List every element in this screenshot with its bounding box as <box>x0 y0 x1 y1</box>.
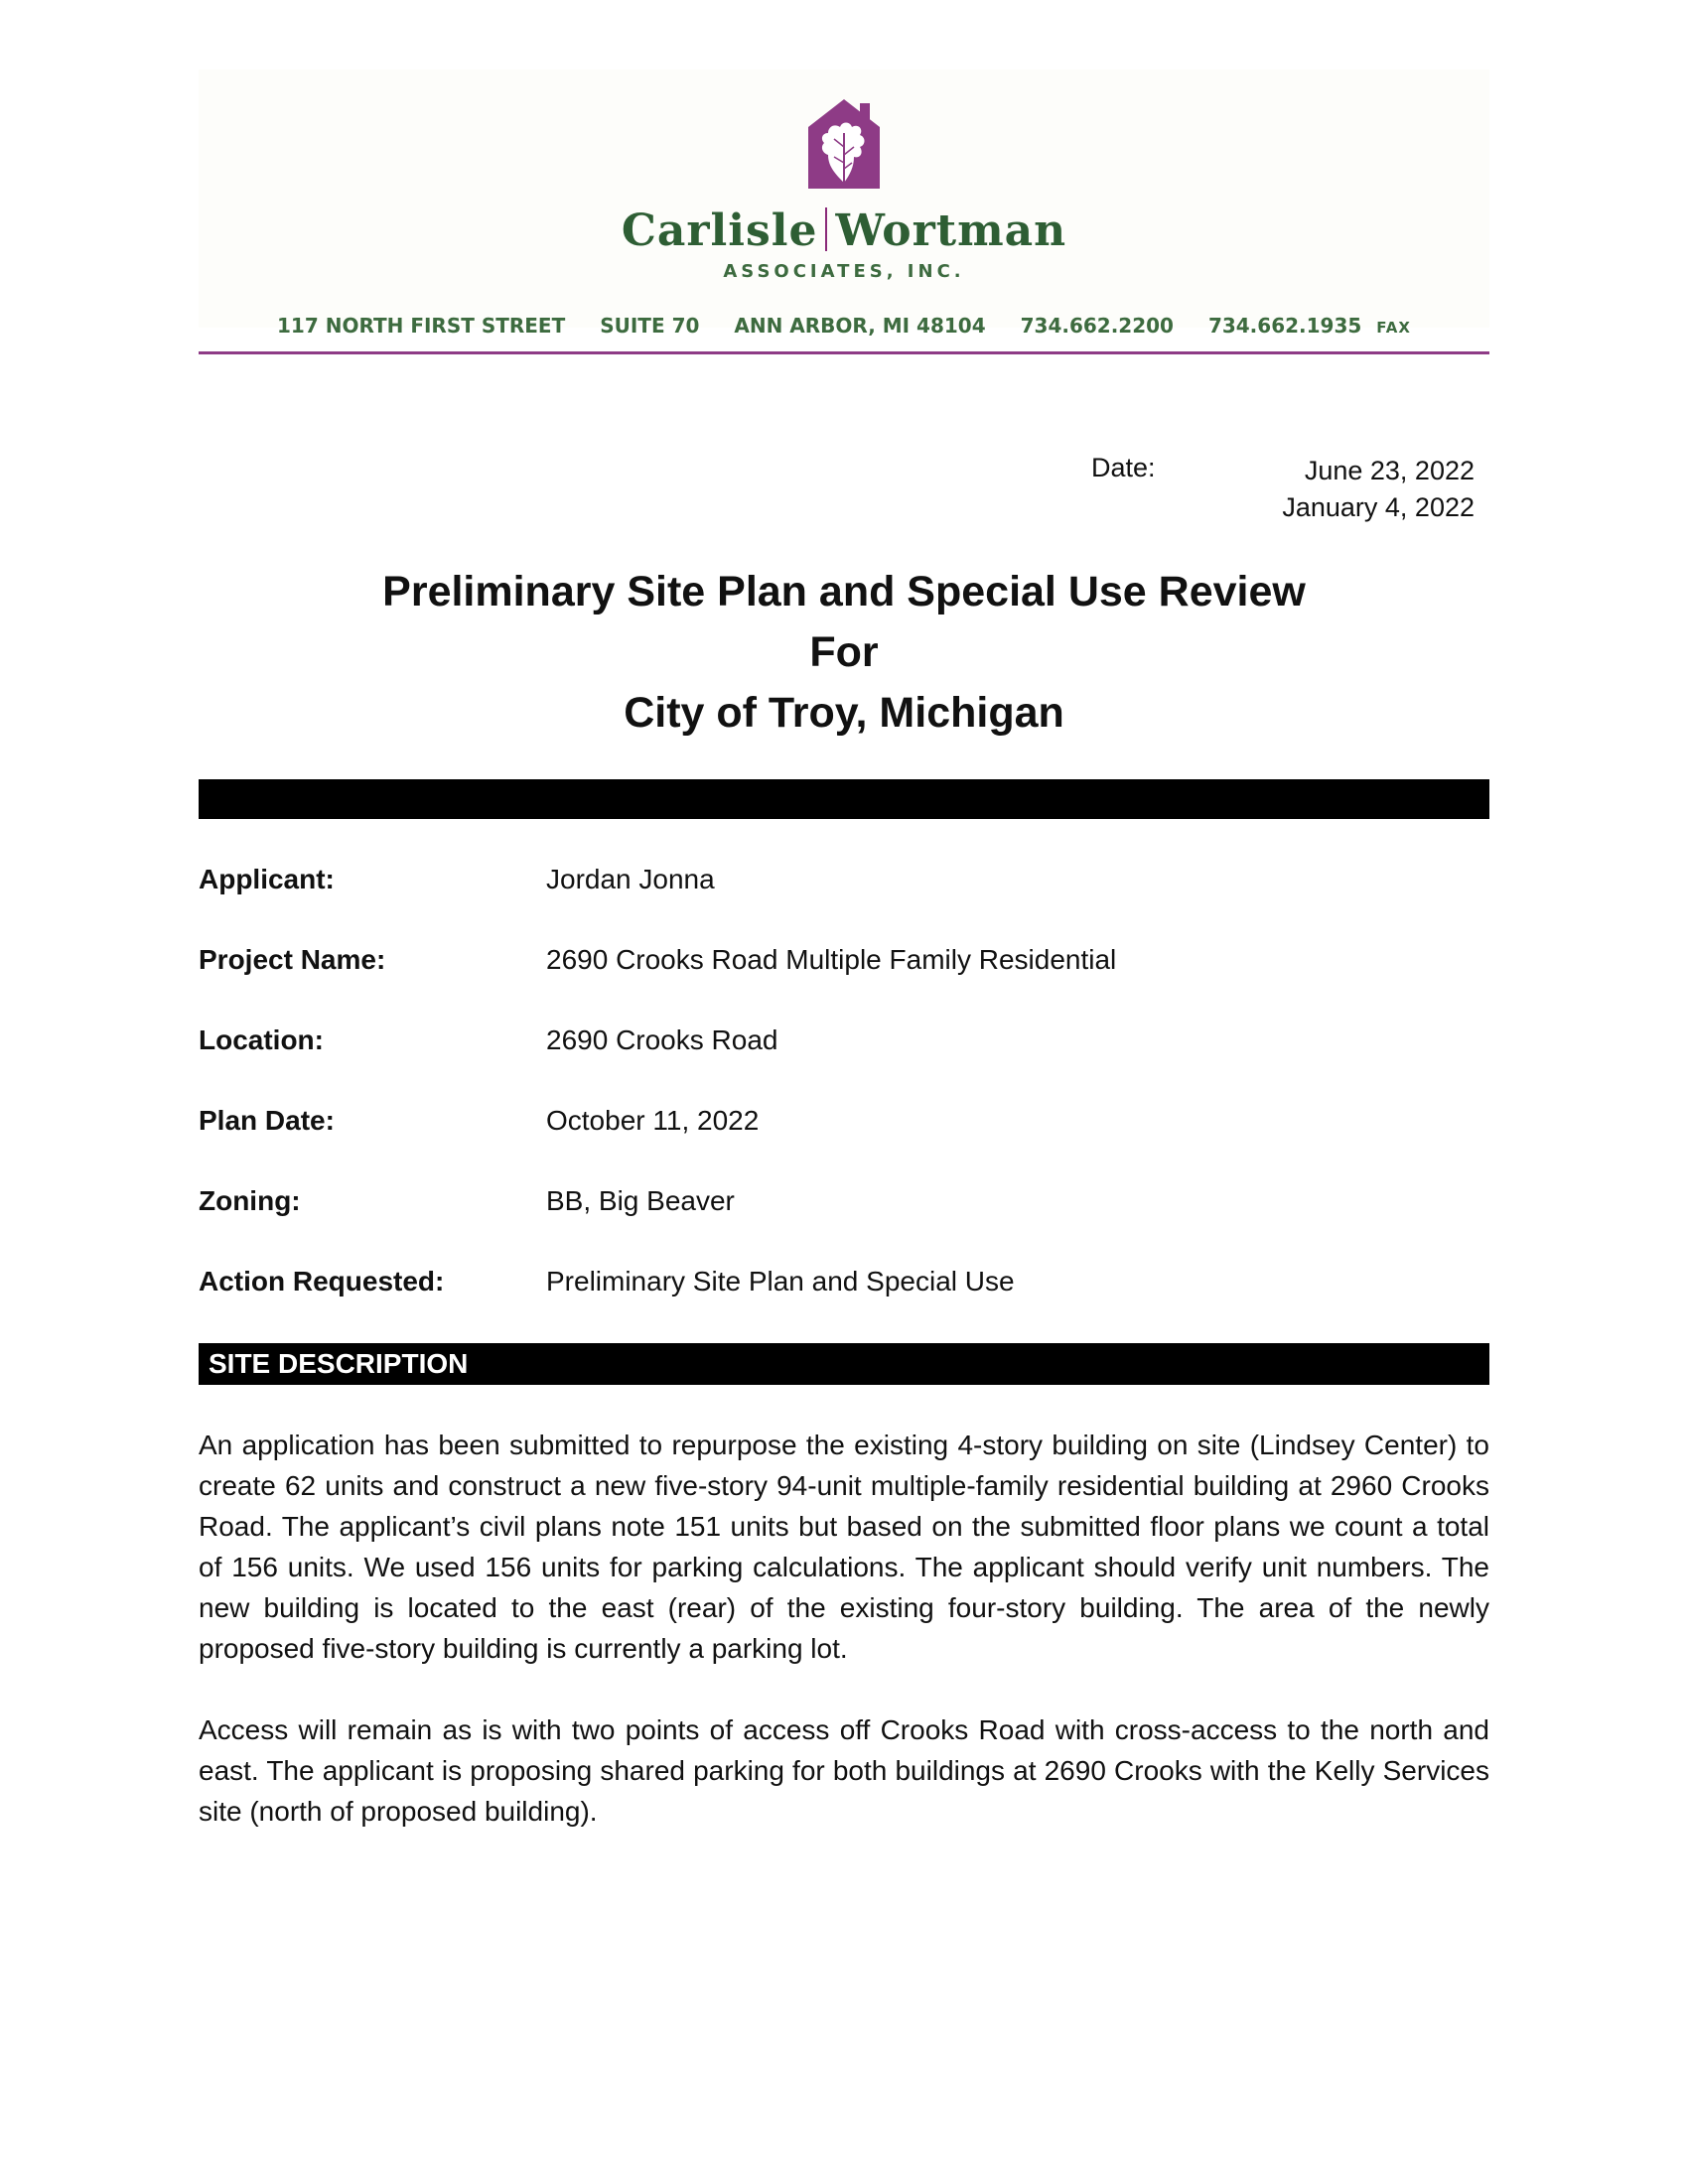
address-suite: SUITE 70 <box>600 314 700 338</box>
info-row-project-name <box>199 944 1489 1024</box>
info-label: Project Name: <box>199 944 386 975</box>
letterhead-divider <box>199 351 1489 354</box>
date-value-2: January 4, 2022 <box>1282 492 1475 522</box>
info-value: Preliminary Site Plan and Special Use <box>546 1266 1015 1297</box>
document-title <box>199 562 1489 744</box>
info-row-zoning <box>199 1185 1489 1266</box>
company-name-divider <box>825 207 827 251</box>
info-row-applicant <box>199 864 1489 944</box>
site-description-body <box>199 1425 1489 1872</box>
info-value: BB, Big Beaver <box>546 1185 735 1216</box>
fax-label: FAX <box>1376 319 1411 337</box>
contact-line <box>199 314 1489 338</box>
section-heading-site-description: SITE DESCRIPTION <box>199 1343 1489 1385</box>
house-leaf-logo-icon <box>806 97 882 189</box>
company-name-right: Wortman <box>835 205 1067 256</box>
title-line-1: Preliminary Site Plan and Special Use Review <box>382 568 1306 615</box>
info-value: 2690 Crooks Road <box>546 1024 778 1055</box>
info-row-plan-date <box>199 1105 1489 1185</box>
date-value-1: June 23, 2022 <box>1304 456 1475 485</box>
address-street: 117 NORTH FIRST STREET <box>277 314 566 338</box>
company-name-left: Carlisle <box>621 205 818 256</box>
project-info <box>199 864 1489 1346</box>
phone-number: 734.662.2200 <box>1020 314 1174 338</box>
info-row-location <box>199 1024 1489 1105</box>
letterhead <box>199 69 1489 338</box>
company-name <box>199 204 1489 259</box>
fax-number: 734.662.1935 <box>1207 314 1362 338</box>
title-line-2: For <box>809 628 879 676</box>
info-value: 2690 Crooks Road Multiple Family Residential <box>546 944 1117 975</box>
date-values <box>1282 453 1475 526</box>
date-label: Date: <box>1091 453 1156 482</box>
address-city: ANN ARBOR, MI 48104 <box>734 314 986 338</box>
info-value: October 11, 2022 <box>546 1105 760 1136</box>
paragraph: An application has been submitted to repurpose the existing 4-story building on site (Lindsey Center) to create 62 units and construct a new five-story 94-unit multiple-family residential building at 2960 Crooks Road. The applicant’s civil plans note 151 units but based on the submitted floor plans we count a total of 156 units. We used 156 units for parking calculations. The applicant should verify unit numbers. The new building is located to the east (rear) of the existing four-story building. The area of the newly proposed five-story building is currently a parking lot. <box>199 1430 1489 1664</box>
info-label: Action Requested: <box>199 1266 445 1297</box>
info-row-action-requested <box>199 1266 1489 1346</box>
info-value: Jordan Jonna <box>546 864 715 894</box>
company-subtitle: ASSOCIATES, INC. <box>723 261 965 282</box>
info-label: Zoning: <box>199 1185 301 1216</box>
title-divider-bar <box>199 779 1489 819</box>
title-line-3: City of Troy, Michigan <box>624 689 1064 737</box>
info-label: Location: <box>199 1024 324 1055</box>
info-label: Applicant: <box>199 864 335 894</box>
info-label: Plan Date: <box>199 1105 335 1136</box>
paragraph: Access will remain as is with two points of access off Crooks Road with cross-access to the north and east. The applicant is proposing shared parking for both buildings at 2690 Crooks with the Kelly Services site (north of proposed building). <box>199 1714 1489 1827</box>
